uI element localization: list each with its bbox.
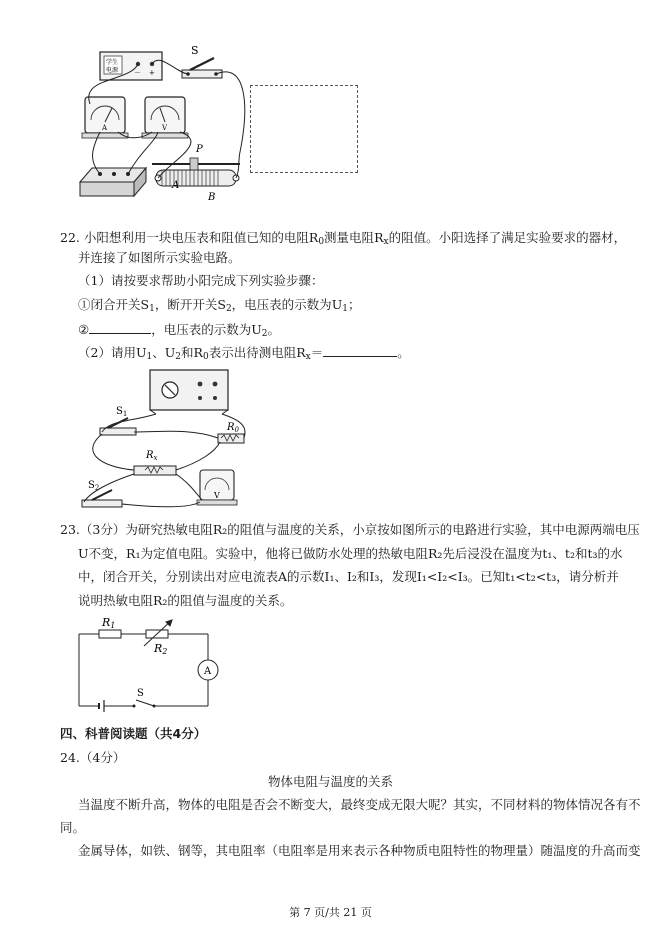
figure-q22-circuit — [70, 362, 250, 512]
end-b-label: B — [208, 192, 216, 203]
step1-u-sub: 1 — [342, 304, 348, 314]
step1-s1: S — [140, 297, 150, 312]
q22-resistor-r0 — [218, 422, 244, 443]
q22-switch-s1 — [100, 406, 136, 435]
step2-text: ，电压表的示数为 — [151, 322, 252, 337]
q22-switch-s2 — [82, 480, 122, 507]
q22-fig-rx: R — [146, 450, 154, 461]
q22-step1 — [78, 297, 360, 313]
step1-text-a: 闭合开关 — [90, 297, 141, 312]
step1-marker: ① — [78, 297, 91, 312]
step2-u-sub: 2 — [261, 329, 268, 339]
part2-rx: R — [296, 345, 306, 360]
rheostat — [152, 144, 240, 203]
step1-u: U — [331, 297, 343, 312]
q23-fig-r1: R — [102, 616, 111, 629]
q22-part1-intro: （1）请按要求帮助小阳完成下列实验步骤： — [78, 273, 324, 288]
q22-voltmeter — [197, 470, 237, 505]
slider-p-label: P — [196, 144, 203, 155]
voltmeter — [142, 97, 188, 138]
voltmeter-label: V — [162, 124, 168, 132]
r0-sub: 0 — [318, 237, 325, 247]
q22-fig-s2-sub: 2 — [94, 484, 100, 492]
q23-r1 — [99, 630, 121, 638]
q22-line2: 并连接了如图所示实验电路。 — [78, 250, 241, 265]
q24-number: 24.（4分） — [60, 750, 126, 765]
q22-fig-v: V — [214, 491, 220, 500]
step1-s2: S — [217, 297, 226, 312]
q22-text-a: 小阳想利用一块电压表和阻值已知的电阻 — [83, 230, 309, 245]
svg-text:Rx — [145, 450, 158, 462]
q23-fig-a: A — [204, 666, 212, 677]
q22-part2 — [78, 344, 410, 361]
q23-text-1: （3分）为研究热敏电阻R₂的阻值与温度的关系，小京按如图所示的电路进行实验，其中电源两端电压 — [79, 522, 640, 537]
step2-u: U — [251, 322, 262, 337]
part2-rx-sub: x — [305, 352, 311, 362]
q22-step2 — [78, 321, 280, 338]
switch-s — [182, 44, 222, 78]
part2-r0: R — [193, 345, 203, 360]
part2-u1-sub: 1 — [146, 352, 153, 362]
q24-para1-line1: 当温度不断升高，物体的电阻是否会不断变大，最终变成无限大呢？其实，不同材料的物体情况各有不 — [78, 797, 641, 812]
step2-marker: ② — [78, 322, 90, 337]
q22-fig-rx-sub: x — [153, 454, 158, 462]
power-label-2: 电源 — [106, 67, 119, 74]
q22-fig-s2: S — [88, 480, 95, 491]
part2-eq: ＝ — [310, 345, 324, 360]
circuit-diagram-box — [250, 85, 358, 173]
q24-para2-line1: 金属导体，如铁、钢等，其电阻率（电阻率是用来表示各种物质电阻特性的物理量）随温度的升高而变 — [78, 843, 641, 858]
q22-fig-r0: R — [227, 422, 235, 433]
q22-fig-s1: S — [116, 406, 123, 417]
step1-s1-sub: 1 — [149, 304, 155, 314]
page-footer: 第 7 页/共 21 页 — [289, 906, 372, 919]
q22-line1 — [60, 230, 626, 246]
resistor-box — [80, 168, 146, 196]
power-supply — [100, 52, 162, 80]
end-a-label: A — [172, 180, 180, 191]
part2-text-b: 表示出待测电阻 — [208, 345, 297, 360]
ammeter-label: A — [102, 124, 108, 132]
part2-u2-sub: 2 — [175, 352, 182, 362]
step2-end: 。 — [267, 322, 281, 337]
q23-fig-r2: R — [154, 642, 163, 655]
figure-q23-circuit — [74, 612, 224, 712]
q22-fig-s1-sub: 1 — [122, 410, 128, 418]
q22-number: 22. — [60, 230, 80, 245]
q23-fig-r2-sub: 2 — [162, 647, 168, 656]
rx-sub: x — [383, 237, 389, 247]
q23-line2: U不变，R₁为定值电阻。实验中，他将已做防水处理的热敏电阻R₂先后浸没在温度为t₁、t₂和t₃的水 — [78, 546, 623, 561]
part2-u1: U — [135, 345, 147, 360]
q23-line4: 说明热敏电阻R₂的阻值与温度的关系。 — [78, 593, 293, 608]
svg-text:R2 — [153, 642, 167, 656]
svg-text:R0 — [226, 422, 240, 434]
power-label-1: 学生 — [106, 59, 119, 66]
rx-symbol: R — [374, 230, 384, 245]
step2-answer-blank[interactable] — [89, 321, 151, 334]
part2-r0-sub: 0 — [202, 352, 209, 362]
q22-text-c: 的阻值。小阳选择了满足实验要求的器材， — [388, 230, 627, 245]
section4-title: 四、科普阅读题（共4分） — [60, 726, 207, 741]
part2-u2: U — [164, 345, 176, 360]
switch-s-label: S — [191, 44, 199, 57]
q24-article-title: 物体电阻与温度的关系 — [267, 774, 393, 789]
step1-end: ； — [347, 297, 361, 312]
step1-text-c: ，电压表的示数为 — [231, 297, 332, 312]
svg-text:+: + — [149, 69, 155, 77]
svg-text:S1 — [116, 406, 127, 418]
ammeter — [82, 97, 128, 138]
q23-line3: 中，闭合开关，分别读出对应电流表A的示数I₁、I₂和I₃，发现I₁<I₂<I₃。已知t₁<t₂<t₃，请分析并 — [78, 569, 619, 584]
part2-and: 和 — [181, 345, 194, 360]
q22-power-supply — [150, 370, 228, 414]
q23-fig-r1-sub: 1 — [110, 621, 116, 630]
q24-para1-line2: 同。 — [60, 820, 86, 835]
q22-fig-r0-sub: 0 — [234, 426, 239, 434]
step1-text-b: ，断开开关 — [154, 297, 218, 312]
q22-text-b: 测量电阻 — [324, 230, 375, 245]
part2-text-a: （2）请用 — [78, 345, 136, 360]
q23-number: 23. — [60, 522, 80, 537]
part2-answer-blank[interactable] — [323, 344, 397, 357]
part2-sep: 、 — [152, 345, 165, 360]
q23-fig-s: S — [137, 688, 144, 699]
svg-text:R1 — [101, 616, 115, 630]
r0-symbol: R — [308, 230, 319, 245]
q23-line1 — [60, 522, 640, 538]
part2-end: 。 — [397, 345, 410, 360]
step1-s2-sub: 2 — [225, 304, 232, 314]
q22-resistor-rx — [134, 450, 176, 475]
svg-text:－: － — [134, 69, 141, 77]
